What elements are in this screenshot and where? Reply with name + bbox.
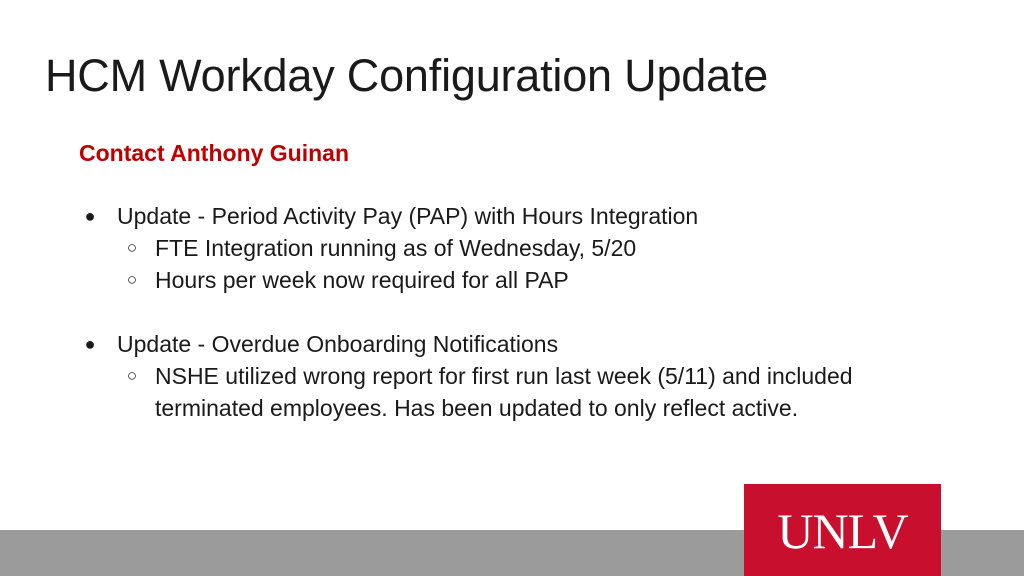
slide-title: HCM Workday Configuration Update (45, 50, 769, 101)
bullet-text: Update - Period Activity Pay (PAP) with Hours Integration (117, 203, 699, 229)
unlv-logo (744, 484, 941, 576)
sub-bullet-text: FTE Integration running as of Wednesday, 5/20 (155, 235, 637, 261)
bullet-marker: ● (84, 334, 96, 354)
sub-bullet-marker: ○ (126, 238, 138, 257)
sub-bullet-marker: ○ (126, 270, 138, 289)
contact-line: Contact Anthony Guinan (79, 140, 350, 166)
sub-bullet-text: Hours per week now required for all PAP (155, 267, 569, 293)
sub-bullet-text: NSHE utilized wrong report for first run last week (5/11) and included (155, 363, 853, 389)
sub-bullet-text-continued: terminated employees. Has been updated to only reflect active. (155, 395, 799, 421)
bullet-marker: ● (84, 206, 96, 226)
logo-text: UNLV (777, 503, 908, 559)
bullet-text: Update - Overdue Onboarding Notifications (117, 331, 559, 357)
sub-bullet-marker: ○ (126, 366, 138, 385)
